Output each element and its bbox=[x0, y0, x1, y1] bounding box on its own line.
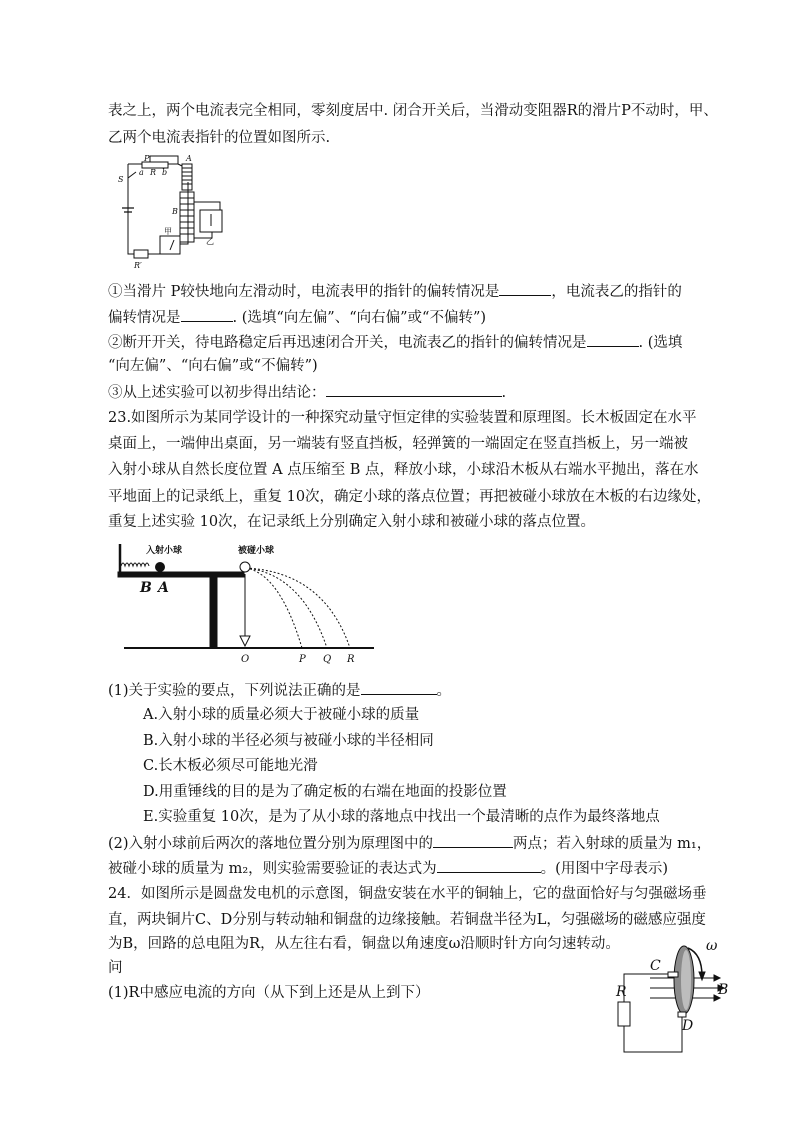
q22-sub3-text-b: . bbox=[501, 385, 507, 401]
q23-option-b: B.入射小球的半径必须与被碰小球的半径相同 bbox=[143, 733, 434, 749]
q23-part2-text-b: 两点；若入射球的质量为 m₁， bbox=[513, 836, 712, 852]
q23-fig-label-b: B bbox=[140, 580, 152, 596]
q22-sub3-line bbox=[108, 381, 506, 403]
q24-fig-label-b: B bbox=[718, 982, 729, 998]
q23-part2-blank1[interactable] bbox=[433, 832, 513, 848]
q22-sub1-text-d: . (选填“向左偏”、“向右偏”或“不偏转”) bbox=[232, 310, 487, 326]
q24-line4: 问 bbox=[108, 960, 123, 976]
q23-part1-blank[interactable] bbox=[361, 679, 437, 695]
q22-sub1-text-b: ，电流表乙的指针的 bbox=[551, 284, 682, 300]
q22-circuit-figure bbox=[112, 152, 232, 270]
q22-intro-line2: 乙两个电流表指针的位置如图所示. bbox=[108, 130, 331, 146]
q23-target-ball bbox=[240, 562, 250, 572]
q23-part2-text-c: 被碰小球的质量为 m₂，则实验需要验证的表达式为 bbox=[108, 861, 437, 877]
q24-fig-label-d: D bbox=[682, 1018, 694, 1034]
q22-fig-label-a: a bbox=[139, 168, 144, 177]
q23-part1-text-b: 。 bbox=[436, 683, 452, 699]
q22-fig-label-b-coil: B bbox=[172, 207, 178, 216]
q23-fig-label-p: P bbox=[299, 654, 306, 665]
q23-incident-ball bbox=[155, 562, 165, 572]
q24-part1: (1)R中感应电流的方向（从下到上还是从上到下） bbox=[108, 985, 430, 1001]
q22-fig-label-yi: 乙 bbox=[206, 237, 214, 246]
q22-sub3-text-a: ③从上述实验可以初步得出结论： bbox=[108, 385, 326, 401]
q22-sub2-blank[interactable] bbox=[587, 331, 639, 347]
q24-fig-label-c: C bbox=[650, 958, 661, 974]
q22-intro-line1: 表之上，两个电流表完全相同，零刻度居中. 闭合开关后，当滑动变阻器R的滑片P不动时，甲、 bbox=[108, 103, 718, 119]
q23-fig-label-target: 被碰小球 bbox=[238, 546, 275, 556]
q22-sub1-text-a: ①当滑片 P较快地向左滑动时，电流表甲的指针的偏转情况是 bbox=[108, 284, 500, 300]
q24-fig-label-r: R bbox=[616, 984, 627, 1000]
q22-fig-label-jia: 甲 bbox=[164, 227, 172, 236]
q23-part2-line2 bbox=[108, 857, 668, 879]
q24-line2: 直，两块铜片C、D分别与转动轴和铜盘的边缘接触。若铜盘半径为L，匀强磁场的磁感应强度 bbox=[108, 912, 706, 928]
q22-fig-label-rprime: R′ bbox=[134, 261, 142, 270]
q23-part2-text-a: (2)入射小球前后两次的落地位置分别为原理图中的 bbox=[108, 836, 434, 852]
q22-fig-label-b: b bbox=[162, 168, 168, 177]
q22-sub1-line2 bbox=[108, 306, 486, 328]
q23-fig-label-r: R bbox=[347, 654, 355, 665]
q22-sub2-line1 bbox=[108, 331, 682, 353]
q23-line4: 平地面上的记录纸上，重复 10次，确定小球的落点位置；再把被碰小球放在木板的右边缘处， bbox=[108, 489, 712, 505]
q22-fig-label-p: P bbox=[144, 154, 150, 163]
q23-option-e: E.实验重复 10次，是为了从小球的落地点中找出一个最清晰的点作为最终落地点 bbox=[143, 809, 660, 825]
q23-part2-blank2[interactable] bbox=[437, 857, 541, 873]
q22-sub1-blank1[interactable] bbox=[499, 280, 551, 296]
q22-fig-label-r: R bbox=[150, 168, 157, 177]
q23-line1: 23.如图所示为某同学设计的一种探究动量守恒定律的实验装置和原理图。长木板固定在水平 bbox=[108, 410, 697, 426]
q23-option-a: A.入射小球的质量必须大于被碰小球的质量 bbox=[143, 707, 420, 723]
q22-fig-label-a-coil: A bbox=[186, 154, 192, 163]
q24-line1: 24．如图所示是圆盘发电机的示意图，铜盘安装在水平的铜轴上，它的盘面恰好与匀强磁场垂 bbox=[108, 886, 707, 902]
q24-fig-label-omega: ω bbox=[706, 938, 718, 954]
q24-line3: 为B，回路的总电阻为R，从左往右看，铜盘以角速度ω沿顺时针方向匀速转动。 bbox=[108, 936, 620, 952]
q23-part1-text-a: (1)关于实验的要点，下列说法正确的是 bbox=[108, 683, 361, 699]
q23-apparatus-figure bbox=[112, 538, 378, 668]
q23-line5: 重复上述实验 10次，在记录纸上分别确定入射小球和被碰小球的落点位置。 bbox=[108, 514, 596, 530]
q23-part1-line bbox=[108, 679, 451, 701]
q23-part2-line1 bbox=[108, 832, 711, 854]
q23-option-c: C.长木板必须尽可能地光滑 bbox=[143, 758, 318, 774]
q22-fig-label-s: S bbox=[118, 175, 124, 184]
q23-option-d: D.用重锤线的目的是为了确定板的右端在地面的投影位置 bbox=[143, 784, 507, 800]
q22-sub1-blank2[interactable] bbox=[181, 306, 233, 322]
q23-line3: 入射小球从自然长度位置 A 点压缩至 B 点，释放小球，小球沿木板从右端水平抛出，落在水 bbox=[108, 462, 699, 478]
q23-fig-label-o: O bbox=[241, 654, 250, 665]
q23-fig-label-incident: 入射小球 bbox=[146, 546, 183, 556]
q22-sub2-text-b: . (选填 bbox=[638, 335, 683, 351]
q23-part2-text-d: 。(用图中字母表示) bbox=[540, 861, 668, 877]
q23-fig-label-a: A bbox=[158, 580, 169, 596]
q22-sub1-text-c: 偏转情况是 bbox=[108, 310, 181, 326]
q23-line2: 桌面上，一端伸出桌面，另一端装有竖直挡板，轻弹簧的一端固定在竖直挡板上，另一端被 bbox=[108, 436, 688, 452]
q24-disc-generator-figure bbox=[604, 936, 740, 1058]
q22-sub1-line1 bbox=[108, 280, 682, 302]
q22-sub2-text-a: ②断开开关，待电路稳定后再迅速闭合开关，电流表乙的指针的偏转情况是 bbox=[108, 335, 587, 351]
q22-sub2-line2: “向左偏”、“向右偏”或“不偏转”) bbox=[108, 358, 318, 374]
q23-fig-label-q: Q bbox=[323, 654, 332, 665]
q22-sub3-blank[interactable] bbox=[326, 381, 502, 397]
